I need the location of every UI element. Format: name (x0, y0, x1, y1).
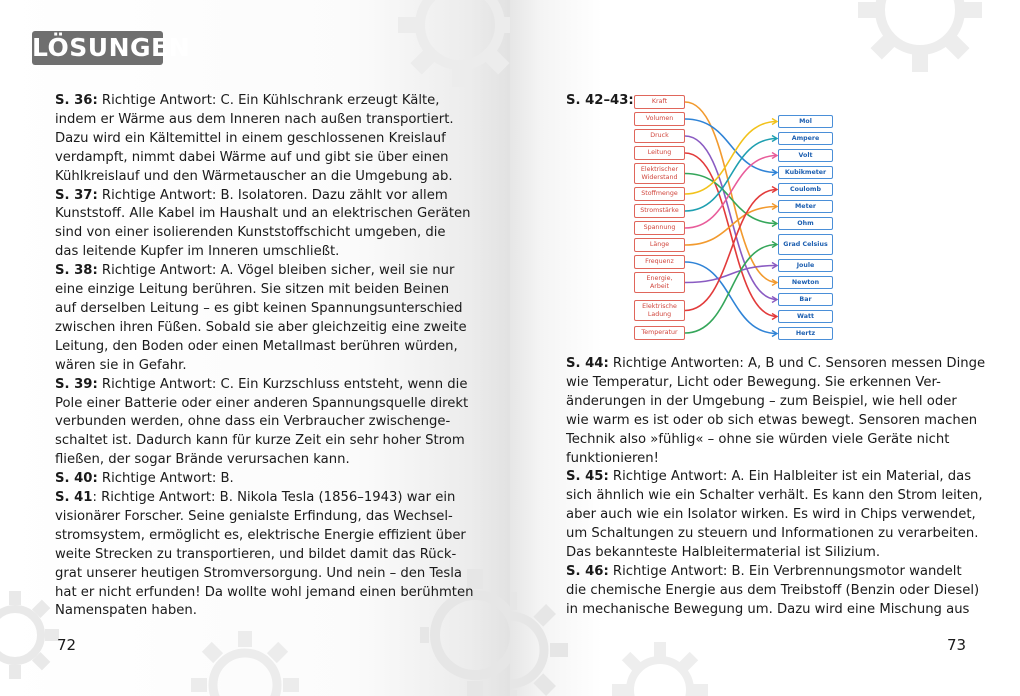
quantity-label: Kraft (634, 95, 685, 109)
text-line: Kunststoff. Alle Kabel im Haushalt und an elektrischen Geräten (55, 206, 471, 222)
text-line: Dazu wird ein Kältemittel in einem geschlossenen Kreislauf (55, 130, 446, 146)
answer-reference: S. 36: (55, 93, 98, 108)
answer-reference: S. 37: (55, 187, 98, 203)
text-line: S. 38: Richtige Antwort: A. Vögel bleiben sicher, weil sie nur (55, 263, 455, 279)
text-line: S. 45: Richtige Antwort: A. Ein Halbleiter ist ein Material, das (566, 469, 972, 485)
gear-decoration-icon (0, 590, 60, 680)
page-number-right: 73 (947, 636, 967, 654)
text-line: indem er Wärme aus dem Inneren nach außen transportiert. (55, 111, 454, 127)
unit-label: Kubikmeter (778, 166, 833, 179)
unit-label: Mol (778, 115, 833, 128)
text-line: verdampft, nimmt dabei Wärme auf und gibt sie über einen (55, 149, 449, 165)
gear-decoration-icon (395, 0, 510, 90)
text-line: fließen, der sogar Brände verursachen kann. (55, 452, 350, 468)
text-line: visionärer Forscher. Seine genialste Erfindung, das Wechsel- (55, 508, 453, 524)
text-line: S. 39: Richtige Antwort: C. Ein Kurzschluss entsteht, wenn die (55, 376, 468, 392)
text-line: S. 37: Richtige Antwort: B. Isolatoren. Dazu zählt vor allem (55, 187, 448, 203)
unit-label: Volt (778, 149, 833, 162)
text-line: Das bekannteste Halbleitermaterial ist Silizium. (566, 545, 881, 561)
unit-label: Ampere (778, 132, 833, 145)
unit-label: Ohm (778, 217, 833, 230)
right-answer-text (566, 355, 986, 620)
quantity-label: Energie, Arbeit (634, 272, 685, 293)
text-line: die chemische Energie aus dem Treibstoff (Benzin oder Diesel) (566, 582, 980, 598)
text-line: Leitung, den Boden oder einen Metallmast berühren würden, (55, 338, 458, 354)
unit-label: Coulomb (778, 183, 833, 196)
text-line: wie warm es ist oder ob sich etwas bewegt. Sensoren machen (566, 412, 978, 428)
unit-label: Grad Celsius (778, 234, 833, 255)
text-line: Namenspaten haben. (55, 603, 197, 619)
connection-line (685, 136, 777, 300)
text-line: wären sie in Gefahr. (55, 357, 187, 373)
unit-label: Hertz (778, 327, 833, 340)
text-line: das leitende Kupfer im Inneren umschließt. (55, 244, 340, 260)
text-line: sind von einer isolierenden Kunststoffschicht umgeben, die (55, 225, 446, 241)
text-line: S. 40: Richtige Antwort: B. (55, 471, 234, 487)
quantity-label: Stromstärke (634, 204, 685, 218)
text-line: sich ähnlich wie ein Schalter verhält. Es kann den Strom leiten, (566, 488, 983, 504)
text-line: Pole einer Batterie oder einer anderen Spannungsquelle direkt (55, 395, 469, 411)
quantity-label: Leitung (634, 146, 685, 160)
connection-line (685, 245, 777, 334)
text-line: in mechanische Bewegung um. Dazu wird eine Mischung aus (566, 601, 970, 617)
text-line: auf derselben Leitung – es gibt keinen Spannungsunterschied (55, 300, 463, 316)
text-line: um Schaltungen zu steuern und Informationen zu verarbeiten. (566, 526, 979, 542)
answer-reference: S. 38: (55, 263, 98, 279)
connection-line (685, 266, 777, 283)
figure-label: S. 42–43: (566, 93, 634, 108)
answer-reference: S. 40: (55, 471, 98, 487)
text-line: Technik also »fühlig« – ohne sie würden viele Geräte nicht (566, 431, 950, 447)
answer-reference: S. 45: (566, 469, 609, 485)
quantity-label: Stoffmenge (634, 187, 685, 201)
quantity-label: Spannung (634, 221, 685, 235)
text-line: änderungen in der Umgebung – zum Beispiel, wie hell oder (566, 393, 957, 409)
text-line: S. 41: Richtige Antwort: B. Nikola Tesla (1856–1943) war ein (55, 490, 456, 506)
gear-decoration-icon (190, 630, 300, 696)
quantity-label: Temperatur (634, 326, 685, 340)
quantity-label: Volumen (634, 112, 685, 126)
right-page (510, 0, 1020, 696)
quantity-label: Frequenz (634, 255, 685, 269)
section-heading: LÖSUNGEN (32, 31, 163, 65)
gear-decoration-icon (510, 590, 570, 696)
answer-reference: S. 46: (566, 563, 609, 579)
unit-label: Bar (778, 293, 833, 306)
text-line: S. 36: Richtige Antwort: C. Ein Kühlschrank erzeugt Kälte, (55, 93, 440, 108)
connection-line (685, 153, 777, 317)
text-line: S. 44: Richtige Antworten: A, B und C. Sensoren messen Dinge (566, 356, 986, 371)
page-number-left: 72 (57, 636, 77, 654)
text-line: stromsystem, ermöglicht es, elektrische Energie effizient über (55, 527, 466, 543)
connection-line (685, 119, 777, 173)
text-line: verbunden werden, ohne dass ein Verbraucher zwischenge- (55, 414, 451, 430)
text-line: aber auch wie ein Isolator wirken. Es wird in Chips verwendet, (566, 507, 976, 523)
matching-diagram (634, 90, 834, 343)
text-line: Kühlkreislauf und den Wärmetauscher an die Umgebung ab. (55, 168, 453, 184)
text-line: funktionieren! (566, 450, 659, 466)
left-answer-text (55, 92, 474, 621)
unit-label: Joule (778, 259, 833, 272)
quantity-label: Elektrischer Widerstand (634, 163, 685, 184)
connection-line (685, 262, 777, 334)
text-line: zwischen ihren Füßen. Sobald sie aber gleichzeitig eine zweite (55, 319, 467, 335)
unit-label: Newton (778, 276, 833, 289)
quantity-label: Elektrische Ladung (634, 300, 685, 321)
text-line: wie Temperatur, Licht oder Bewegung. Sie erkennen Ver- (566, 374, 941, 390)
unit-label: Meter (778, 200, 833, 213)
unit-label: Watt (778, 310, 833, 323)
text-line: hat er nicht erfunden! Da wollte wohl jemand einen berühmten (55, 584, 474, 600)
text-line: grat unserer heutigen Stromversorgung. Und nein – den Tesla (55, 565, 463, 581)
answer-reference: S. 41 (55, 490, 93, 506)
text-line: eine einzige Leitung berühren. Sie sitzen mit beiden Beinen (55, 282, 450, 298)
answer-reference: S. 39: (55, 376, 98, 392)
gear-decoration-icon (855, 0, 985, 75)
quantity-label: Druck (634, 129, 685, 143)
answer-reference: S. 44: (566, 356, 609, 371)
gear-decoration-icon (610, 640, 710, 696)
text-line: S. 46: Richtige Antwort: B. Ein Verbrennungsmotor wandelt (566, 563, 962, 579)
text-line: weite Strecken zu transportieren, und bildet damit das Rück- (55, 546, 457, 562)
quantity-label: Länge (634, 238, 685, 252)
text-line: schaltet ist. Dadurch kann für kurze Zeit ein sehr hoher Strom (55, 433, 465, 449)
